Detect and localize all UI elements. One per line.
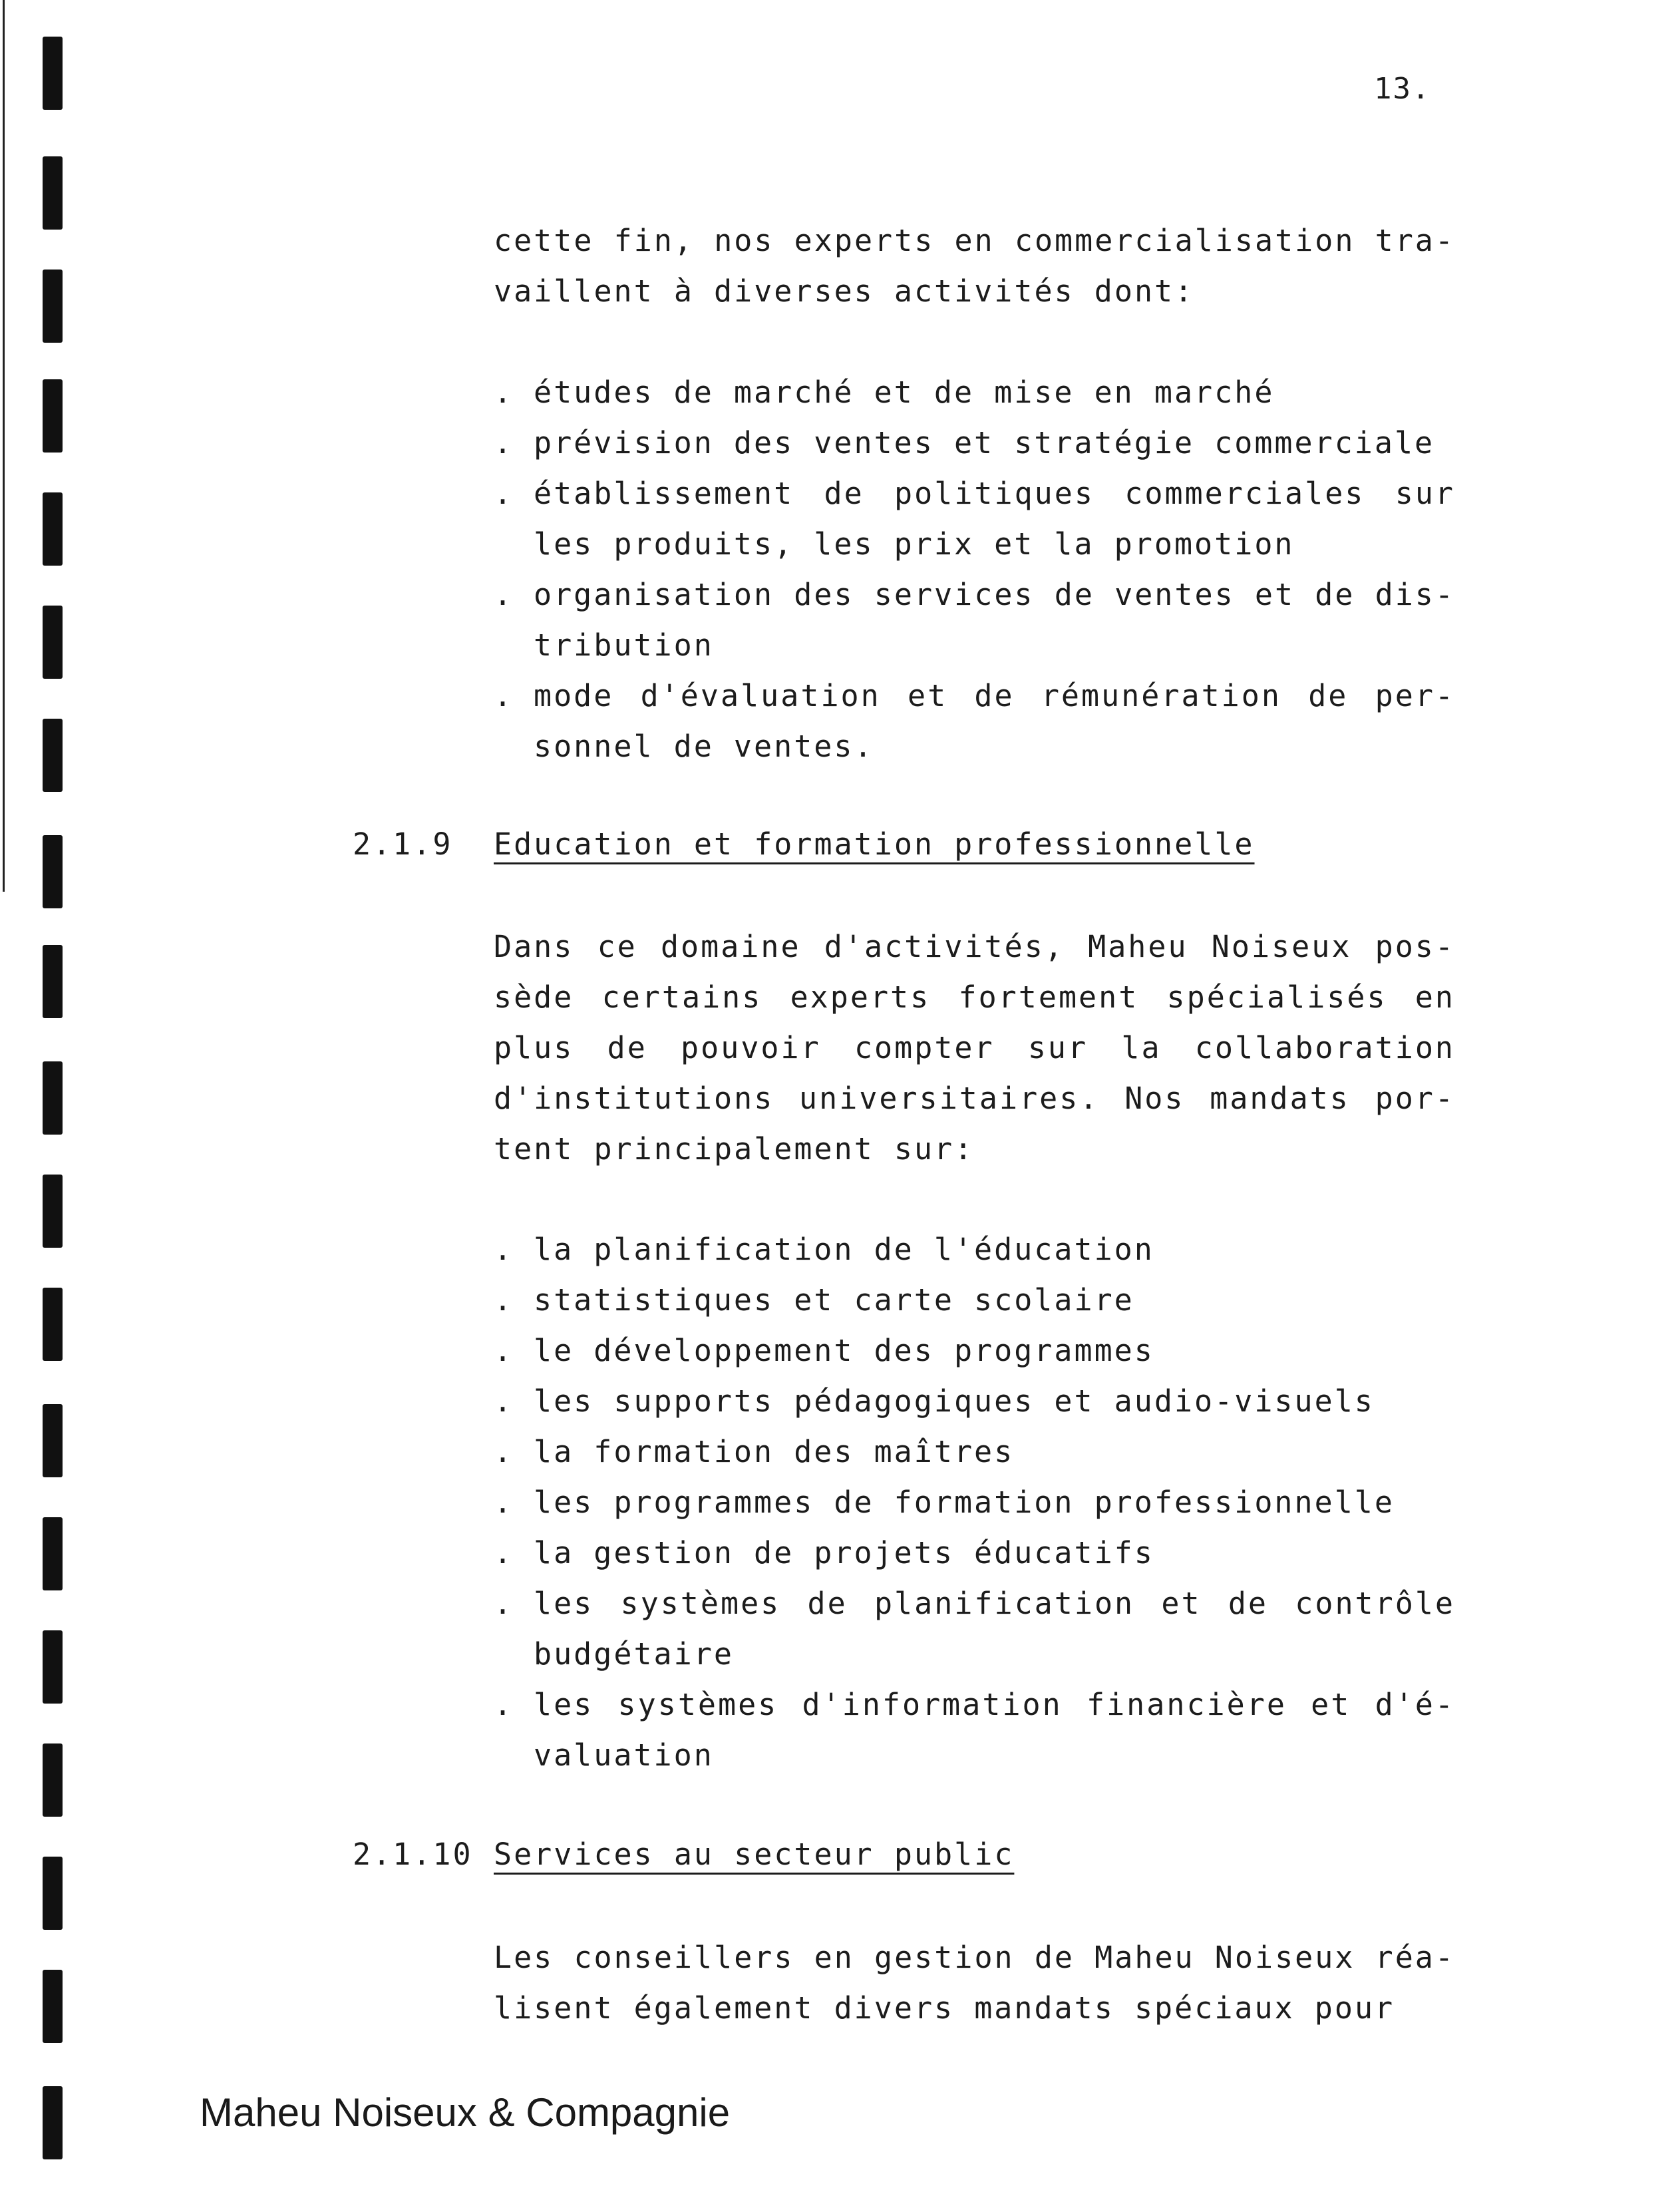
bullet: . [494, 476, 514, 511]
binder-hole [43, 270, 63, 343]
list-item [494, 367, 1455, 418]
section-heading-2-1-9 [353, 826, 1255, 862]
list-item [494, 1578, 1455, 1680]
binder-hole [43, 606, 63, 679]
company-footer: Maheu Noiseux & Compagnie [200, 2090, 731, 2135]
list-item-text: la gestion de projets éducatifs [534, 1535, 1154, 1570]
bullet: . [494, 1586, 514, 1621]
bullet: . [494, 577, 514, 612]
section-heading-2-1-10 [353, 1837, 1014, 1872]
list-item-text: le développement des programmes [534, 1333, 1154, 1368]
page-number: 13. [1374, 72, 1431, 106]
section-2-1-10-paragraph: Les conseillers en gestion de Maheu Noiseux réa- lisent également divers mandats spéciaux pour [494, 1940, 1455, 2026]
list-item [494, 1326, 1455, 1376]
binder-hole [43, 1288, 63, 1361]
list-item [494, 1224, 1455, 1275]
list-item-text: établissement de politiques commerciales sur les produits, les prix et la promotion [534, 476, 1455, 562]
binder-hole [43, 1404, 63, 1477]
bullet: . [494, 375, 514, 410]
bullet: . [494, 425, 514, 460]
list-item-text: organisation des services de ventes et de dis- tribution [534, 577, 1455, 663]
binder-hole [43, 1970, 63, 2043]
bullet: . [494, 1434, 514, 1469]
binder-hole [43, 1630, 63, 1704]
list-item [494, 1275, 1455, 1326]
list-item-text: les programmes de formation professionnelle [534, 1485, 1395, 1520]
list-item-text: prévision des ventes et stratégie commerciale [534, 425, 1435, 460]
list-item [494, 1477, 1455, 1528]
list-item-text: statistiques et carte scolaire [534, 1282, 1134, 1318]
binder-holes-strip [0, 0, 73, 2196]
bullet: . [494, 1687, 514, 1722]
list-item [494, 671, 1455, 772]
binder-hole [43, 1061, 63, 1135]
binder-hole [43, 37, 63, 110]
marketing-activities-list [494, 367, 1455, 772]
binder-hole [43, 492, 63, 566]
intro-paragraph: cette fin, nos experts en commercialisation tra- vaillent à diverses activités dont: [494, 223, 1455, 309]
binder-hole [43, 156, 63, 230]
list-item-text: études de marché et de mise en marché [534, 375, 1275, 410]
bullet: . [494, 1485, 514, 1520]
section-title: Education et formation professionnelle [494, 826, 1255, 862]
list-item [494, 1528, 1455, 1578]
binder-hole [43, 2086, 63, 2159]
section-number: 2.1.10 [353, 1837, 473, 1872]
binder-hole [43, 1857, 63, 1930]
list-item-text: la planification de l'éducation [534, 1232, 1154, 1267]
list-item [494, 468, 1455, 570]
list-item [494, 1680, 1455, 1781]
list-item [494, 418, 1455, 468]
binder-hole [43, 835, 63, 908]
bullet: . [494, 1282, 514, 1318]
binder-hole [43, 379, 63, 453]
section-title: Services au secteur public [494, 1837, 1015, 1872]
education-activities-list [494, 1224, 1455, 1781]
list-item-text: la formation des maîtres [534, 1434, 1015, 1469]
list-item-text: les systèmes de planification et de contrôle budgétaire [534, 1586, 1455, 1672]
binder-edge-line [3, 0, 5, 892]
list-item-text: les systèmes d'information financière et d'é- valuation [534, 1687, 1455, 1773]
binder-hole [43, 1517, 63, 1590]
bullet: . [494, 1232, 514, 1267]
binder-hole [43, 945, 63, 1018]
list-item [494, 1427, 1455, 1477]
bullet: . [494, 1535, 514, 1570]
bullet: . [494, 678, 514, 713]
section-number: 2.1.9 [353, 826, 453, 862]
list-item-text: mode d'évaluation et de rémunération de per- sonnel de ventes. [534, 678, 1455, 764]
bullet: . [494, 1383, 514, 1419]
list-item-text: les supports pédagogiques et audio-visuels [534, 1383, 1375, 1419]
bullet: . [494, 1333, 514, 1368]
list-item [494, 570, 1455, 671]
section-2-1-9-paragraph: Dans ce domaine d'activités, Maheu Noiseux pos- sède certains experts fortement spécialisés en plus de pouvoir compter sur la collaboration d'institutions universitaires. Nos mandats por- tent principalement sur: [494, 929, 1455, 1167]
binder-hole [43, 1743, 63, 1817]
list-item [494, 1376, 1455, 1427]
binder-hole [43, 719, 63, 792]
binder-hole [43, 1175, 63, 1248]
